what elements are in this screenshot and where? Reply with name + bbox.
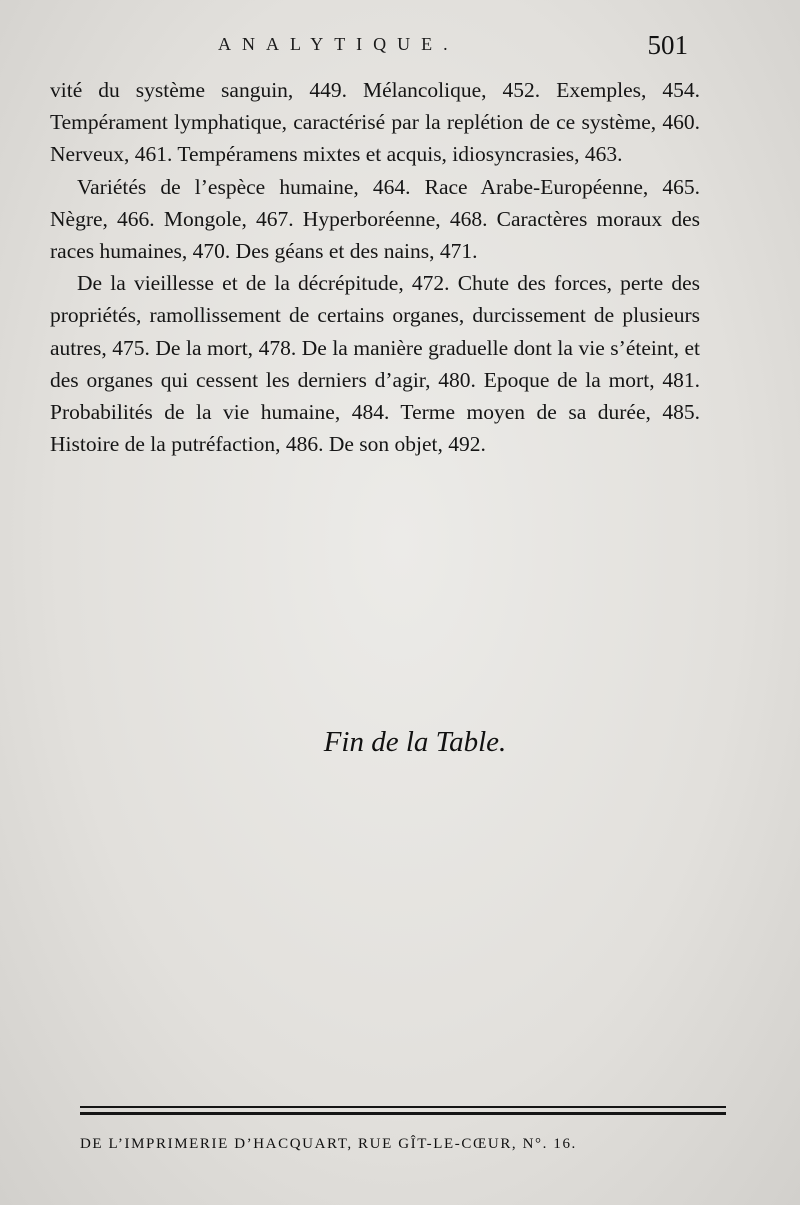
- printer-imprint: DE L’IMPRIMERIE D’HACQUART, RUE GÎT-LE-CŒUR, N°. 16.: [80, 1136, 577, 1152]
- paragraph-vieillesse: De la vieillesse et de la décrépitude, 472. Chute des forces, perte des propriétés, ramollissement de certains organes, durcissement de plusieurs autres, 475. De la mort, 478. De la manière graduelle dont la vie s’éteint, et des organes qui cessent les derniers d’agir, 480. Epoque de la mort, 481. Probabilités de la vie humaine, 484. Terme moyen de sa durée, 485. Histoire de la putréfaction, 486. De son objet, 492.: [50, 271, 700, 457]
- thick-rule: [80, 1112, 726, 1115]
- end-of-table-note: Fin de la Table.: [323, 726, 507, 758]
- paragraph-varietes: Variétés de l’espèce humaine, 464. Race Arabe-Européenne, 465. Nègre, 466. Mongole, 467. Hyperboréenne, 468. Caractères moraux des races humaines, 470. Des géans et des nains, 471.: [50, 174, 700, 264]
- page-number: 501: [647, 30, 688, 60]
- paragraph-continuation: vité du système sanguin, 449. Mélancolique, 452. Exemples, 454. Tempérament lymphatique, caractérisé par la replétion de ce système, 460. Nerveux, 461. Tempéramens mixtes et acquis, idiosyncrasies, 463.: [50, 78, 700, 167]
- footer-double-rule: [80, 1106, 726, 1115]
- thin-rule: [80, 1106, 726, 1108]
- running-title: ANALYTIQUE.: [218, 34, 459, 54]
- index-text: [50, 74, 700, 460]
